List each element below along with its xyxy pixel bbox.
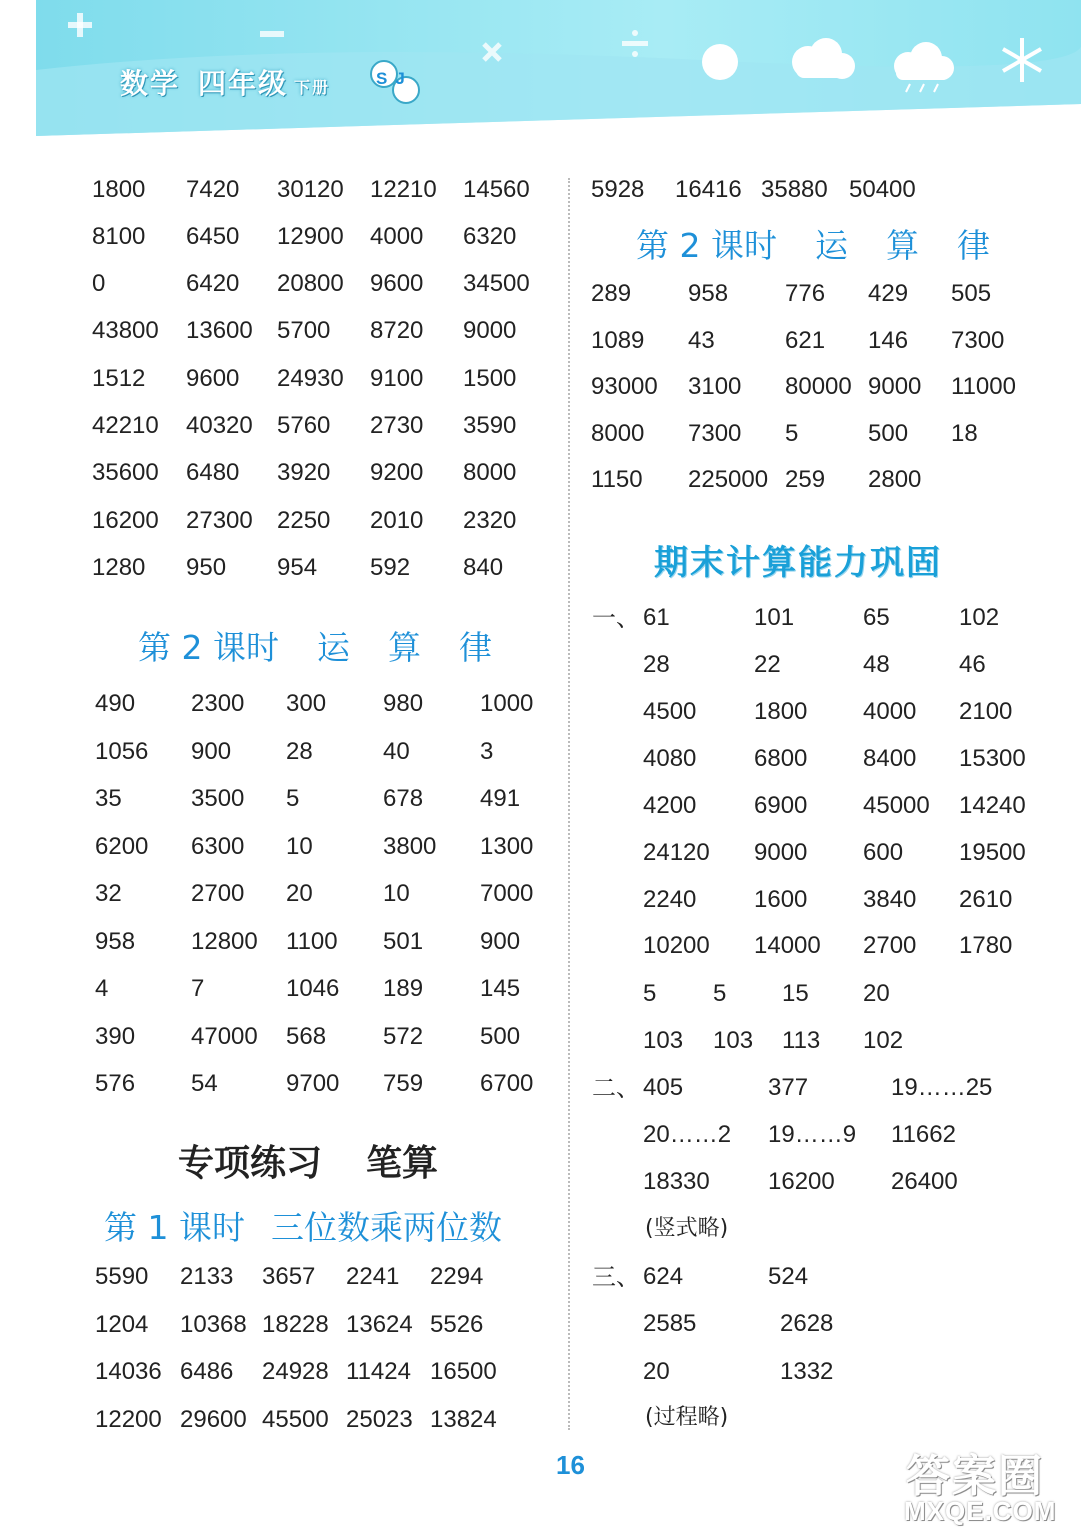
answer-cell: 10368 — [180, 1311, 247, 1338]
answer-cell: 103 — [713, 1027, 754, 1054]
answer-cell: 5 — [643, 980, 657, 1007]
answer-cell: 189 — [383, 975, 424, 1002]
answer-cell: 40 — [383, 738, 410, 765]
right-part1 — [643, 603, 1063, 1063]
answer-cell: 4 — [95, 975, 109, 1002]
answer-cell: 11000 — [951, 373, 1016, 400]
answer-cell: 501 — [383, 928, 424, 955]
special-practice-title — [178, 1135, 438, 1186]
special-practice-topic: 笔算 — [366, 1143, 439, 1184]
left-block2 — [95, 689, 555, 1109]
answer-cell: 46 — [959, 651, 986, 678]
answer-cell: 7000 — [480, 880, 534, 907]
lesson-number: 第 2 课时 — [138, 628, 279, 667]
answer-cell: 6300 — [191, 833, 245, 860]
answer-cell: 6900 — [754, 792, 808, 819]
topic-char: 算 — [885, 226, 919, 265]
answer-cell: 1780 — [959, 932, 1013, 959]
answer-cell: 4500 — [643, 698, 697, 725]
answer-cell: 19……25 — [891, 1074, 993, 1101]
answer-cell: 8720 — [370, 317, 424, 344]
column-divider — [568, 178, 570, 1430]
answer-cell: 9200 — [370, 459, 424, 486]
part-label-2: 二、 — [592, 1074, 640, 1102]
answer-cell: 3800 — [383, 833, 437, 860]
answer-cell: 900 — [480, 928, 521, 955]
answer-cell: 9600 — [186, 365, 240, 392]
answer-cell: 80000 — [785, 373, 852, 400]
answer-cell: 7300 — [951, 327, 1005, 354]
answer-cell: 16200 — [92, 507, 159, 534]
answer-cell: 621 — [785, 327, 826, 354]
answer-cell: 5590 — [95, 1263, 149, 1290]
answer-cell: 4000 — [370, 223, 424, 250]
answer-cell: 5 — [286, 785, 300, 812]
answer-cell: 2240 — [643, 886, 697, 913]
answer-cell: 2320 — [463, 507, 517, 534]
answer-cell: 6320 — [463, 223, 517, 250]
answer-cell: 3657 — [262, 1263, 316, 1290]
answer-cell: 146 — [868, 327, 909, 354]
left-block3 — [95, 1262, 555, 1442]
answer-cell: 1056 — [95, 738, 149, 765]
answer-cell: 43800 — [92, 317, 159, 344]
special-practice-label: 专项练习 — [178, 1143, 323, 1184]
answer-cell: 2610 — [959, 886, 1013, 913]
answer-cell: 6800 — [754, 745, 808, 772]
answer-cell: 1000 — [480, 690, 534, 717]
answer-cell: 5700 — [277, 317, 331, 344]
answer-cell: 20 — [863, 980, 890, 1007]
header-title — [120, 62, 330, 102]
answer-cell: 10 — [383, 880, 410, 907]
answer-cell: 3500 — [191, 785, 245, 812]
answer-cell: 958 — [688, 280, 729, 307]
answer-cell: 43 — [688, 327, 715, 354]
answer-cell: 678 — [383, 785, 424, 812]
right-top-row — [591, 175, 1051, 205]
answer-cell: 429 — [868, 280, 909, 307]
topic-char: 算 — [387, 628, 421, 667]
answer-cell: 759 — [383, 1070, 424, 1097]
answer-cell: 2800 — [868, 466, 922, 493]
answer-cell: 2133 — [180, 1263, 234, 1290]
answer-cell: 10 — [286, 833, 313, 860]
answer-cell: 776 — [785, 280, 826, 307]
edition-badge-text: SJ — [376, 69, 413, 88]
answer-cell: 2730 — [370, 412, 424, 439]
answer-cell: 35600 — [92, 459, 159, 486]
answer-cell: 20……2 — [643, 1121, 732, 1148]
answer-cell: 524 — [768, 1263, 809, 1290]
answer-cell: 42210 — [92, 412, 159, 439]
answer-cell: 10200 — [643, 932, 710, 959]
answer-cell: 12800 — [191, 928, 258, 955]
answer-cell: 11662 — [891, 1121, 956, 1148]
answer-cell: 65 — [863, 604, 890, 631]
answer-cell: 48 — [863, 651, 890, 678]
sun-icon — [702, 44, 738, 80]
answer-cell: 22 — [754, 651, 781, 678]
answer-cell: 25023 — [346, 1406, 413, 1433]
answer-cell: 15 — [782, 980, 809, 1007]
answer-cell: 289 — [591, 280, 632, 307]
answer-cell: 9000 — [868, 373, 922, 400]
answer-cell: 103 — [643, 1027, 684, 1054]
answer-cell: 12200 — [95, 1406, 162, 1433]
answer-cell: 2628 — [780, 1310, 834, 1337]
answer-cell: 13600 — [186, 317, 253, 344]
answer-cell: 5760 — [277, 412, 331, 439]
answer-cell: 45000 — [863, 792, 930, 819]
answer-cell: 4200 — [643, 792, 697, 819]
answer-cell: 1150 — [591, 466, 643, 493]
header-subject: 数学 — [120, 67, 181, 100]
lesson-heading-right — [636, 220, 990, 267]
answer-cell: 5526 — [430, 1311, 484, 1338]
lesson-topic: 三位数乘两位数 — [270, 1208, 502, 1247]
answer-cell: 93000 — [591, 373, 658, 400]
answer-cell: 18 — [951, 420, 978, 447]
answer-cell: 34500 — [463, 270, 530, 297]
answer-cell: 6700 — [480, 1070, 534, 1097]
watermark-logo — [900, 1440, 1070, 1530]
answer-cell: 980 — [383, 690, 424, 717]
answer-cell: 54 — [191, 1070, 218, 1097]
answer-cell: 6450 — [186, 223, 240, 250]
answer-cell: 572 — [383, 1023, 424, 1050]
answer-cell: 40320 — [186, 412, 253, 439]
topic-char: 律 — [458, 628, 492, 667]
answer-cell: 300 — [286, 690, 327, 717]
answer-cell: 2100 — [959, 698, 1013, 725]
answer-cell: 1332 — [780, 1358, 834, 1385]
answer-cell: 225000 — [688, 466, 769, 493]
answer-cell: 28 — [286, 738, 313, 765]
answer-cell: 500 — [868, 420, 909, 447]
lesson-heading-left — [138, 622, 492, 669]
answer-cell: 14240 — [959, 792, 1026, 819]
answer-cell: 377 — [768, 1074, 809, 1101]
answer-cell: 1046 — [286, 975, 340, 1002]
answer-cell: 7 — [191, 975, 205, 1002]
answer-cell: 2241 — [346, 1263, 400, 1290]
lesson-heading-left-2 — [104, 1202, 502, 1249]
answer-cell: 11424 — [346, 1358, 411, 1385]
answer-cell: 50400 — [849, 176, 916, 203]
answer-cell: 35880 — [761, 176, 828, 203]
answer-cell: 12210 — [370, 176, 437, 203]
answer-cell: 13624 — [346, 1311, 413, 1338]
answer-cell: 28 — [643, 651, 670, 678]
answer-cell: 18228 — [262, 1311, 329, 1338]
answer-cell: 3840 — [863, 886, 917, 913]
answer-cell: 18330 — [643, 1168, 710, 1195]
answer-cell: 8100 — [92, 223, 146, 250]
answer-cell: 2294 — [430, 1263, 484, 1290]
answer-cell: 7420 — [186, 176, 240, 203]
answer-cell: 102 — [863, 1027, 904, 1054]
answer-cell: 1600 — [754, 886, 808, 913]
right-block1 — [591, 279, 1051, 499]
answer-cell: 29600 — [180, 1406, 247, 1433]
answer-cell: 3 — [480, 738, 494, 765]
answer-cell: 1280 — [92, 554, 146, 581]
answer-cell: 5 — [785, 420, 799, 447]
answer-cell: 30120 — [277, 176, 344, 203]
answer-cell: 840 — [463, 554, 504, 581]
answer-cell: 16500 — [430, 1358, 497, 1385]
answer-cell: 900 — [191, 738, 232, 765]
answer-cell: 9100 — [370, 365, 424, 392]
header-grade: 四年级 — [198, 67, 289, 100]
header-volume: 下册 — [294, 78, 331, 97]
answer-cell: 26400 — [891, 1168, 958, 1195]
answer-cell: 2250 — [277, 507, 331, 534]
right-part3 — [643, 1262, 1063, 1402]
answer-cell: 12900 — [277, 223, 344, 250]
answer-cell: 1512 — [92, 365, 146, 392]
answer-cell: 101 — [754, 604, 795, 631]
answer-cell: 27300 — [186, 507, 253, 534]
answer-cell: 20 — [643, 1358, 670, 1385]
answer-cell: 61 — [643, 604, 670, 631]
answer-cell: 500 — [480, 1023, 521, 1050]
minus-icon — [260, 31, 284, 37]
left-block1 — [92, 175, 552, 595]
answer-cell: 14036 — [95, 1358, 162, 1385]
page-number: 16 — [556, 1450, 585, 1480]
answer-cell: 24120 — [643, 839, 710, 866]
answer-cell: 2700 — [191, 880, 245, 907]
answer-cell: 2010 — [370, 507, 424, 534]
topic-char: 律 — [956, 226, 990, 265]
answer-cell: 1089 — [591, 327, 645, 354]
answer-cell: 950 — [186, 554, 227, 581]
answer-cell: 24930 — [277, 365, 344, 392]
answer-cell: 954 — [277, 554, 318, 581]
answer-cell: 6480 — [186, 459, 240, 486]
answer-cell: 1800 — [754, 698, 808, 725]
answer-cell: 14000 — [754, 932, 821, 959]
answer-cell: 624 — [643, 1263, 684, 1290]
answer-cell: 1500 — [463, 365, 517, 392]
answer-cell: 32 — [95, 880, 122, 907]
answer-cell: 576 — [95, 1070, 136, 1097]
watermark-url: MXQE.COM — [904, 1496, 1057, 1526]
note-vertical-omitted: (竖式略) — [645, 1216, 729, 1241]
answer-cell: 14560 — [463, 176, 530, 203]
answer-cell: 405 — [643, 1074, 684, 1101]
answer-cell: 0 — [92, 270, 106, 297]
answer-cell: 102 — [959, 604, 1000, 631]
answer-cell: 9600 — [370, 270, 424, 297]
answer-cell: 491 — [480, 785, 521, 812]
answer-cell: 24928 — [262, 1358, 329, 1385]
answer-cell: 3590 — [463, 412, 517, 439]
answer-cell: 2585 — [643, 1310, 697, 1337]
answer-cell: 9000 — [754, 839, 808, 866]
answer-cell: 7300 — [688, 420, 742, 447]
answer-cell: 958 — [95, 928, 136, 955]
answer-cell: 9700 — [286, 1070, 340, 1097]
answer-cell: 6486 — [180, 1358, 234, 1385]
answer-cell: 5928 — [591, 176, 645, 203]
note-process-omitted: (过程略) — [645, 1405, 729, 1430]
answer-cell: 45500 — [262, 1406, 329, 1433]
answer-cell: 8400 — [863, 745, 917, 772]
answer-cell: 592 — [370, 554, 411, 581]
answer-cell: 16200 — [768, 1168, 835, 1195]
part-label-3: 三、 — [592, 1263, 640, 1291]
answer-cell: 1204 — [95, 1311, 149, 1338]
answer-cell: 5 — [713, 980, 727, 1007]
lesson-number: 第 2 课时 — [636, 226, 777, 265]
answer-cell: 19……9 — [768, 1121, 857, 1148]
answer-cell: 4080 — [643, 745, 697, 772]
answer-cell: 9000 — [463, 317, 517, 344]
answer-cell: 145 — [480, 975, 521, 1002]
answer-cell: 2700 — [863, 932, 917, 959]
answer-cell: 15300 — [959, 745, 1026, 772]
answer-cell: 390 — [95, 1023, 136, 1050]
answer-cell: 8000 — [463, 459, 517, 486]
answer-cell: 3920 — [277, 459, 331, 486]
watermark-text: 答案圈 — [906, 1451, 1044, 1502]
answer-cell: 20800 — [277, 270, 344, 297]
answer-cell: 8000 — [591, 420, 645, 447]
answer-cell: 47000 — [191, 1023, 258, 1050]
answer-cell: 1800 — [92, 176, 146, 203]
answer-cell: 13824 — [430, 1406, 497, 1433]
answer-cell: 568 — [286, 1023, 327, 1050]
final-review-title: 期末计算能力巩固 — [654, 543, 942, 583]
answer-cell: 490 — [95, 690, 136, 717]
topic-char: 运 — [316, 628, 350, 667]
answer-cell: 3100 — [688, 373, 742, 400]
answer-cell: 600 — [863, 839, 904, 866]
answer-cell: 2300 — [191, 690, 245, 717]
answer-cell: 4000 — [863, 698, 917, 725]
answer-cell: 505 — [951, 280, 992, 307]
lesson-number: 第 1 课时 — [104, 1208, 245, 1247]
answer-cell: 1100 — [286, 928, 338, 955]
answer-cell: 35 — [95, 785, 122, 812]
answer-cell: 19500 — [959, 839, 1026, 866]
answer-cell: 1300 — [480, 833, 534, 860]
answer-cell: 259 — [785, 466, 826, 493]
part-label-1: 一、 — [592, 604, 640, 632]
answer-cell: 113 — [782, 1027, 821, 1054]
answer-cell: 6200 — [95, 833, 149, 860]
answer-cell: 6420 — [186, 270, 240, 297]
right-part2 — [643, 1073, 1063, 1213]
topic-char: 运 — [814, 226, 848, 265]
header-banner — [0, 0, 1081, 150]
answer-cell: 20 — [286, 880, 313, 907]
answer-cell: 16416 — [675, 176, 742, 203]
